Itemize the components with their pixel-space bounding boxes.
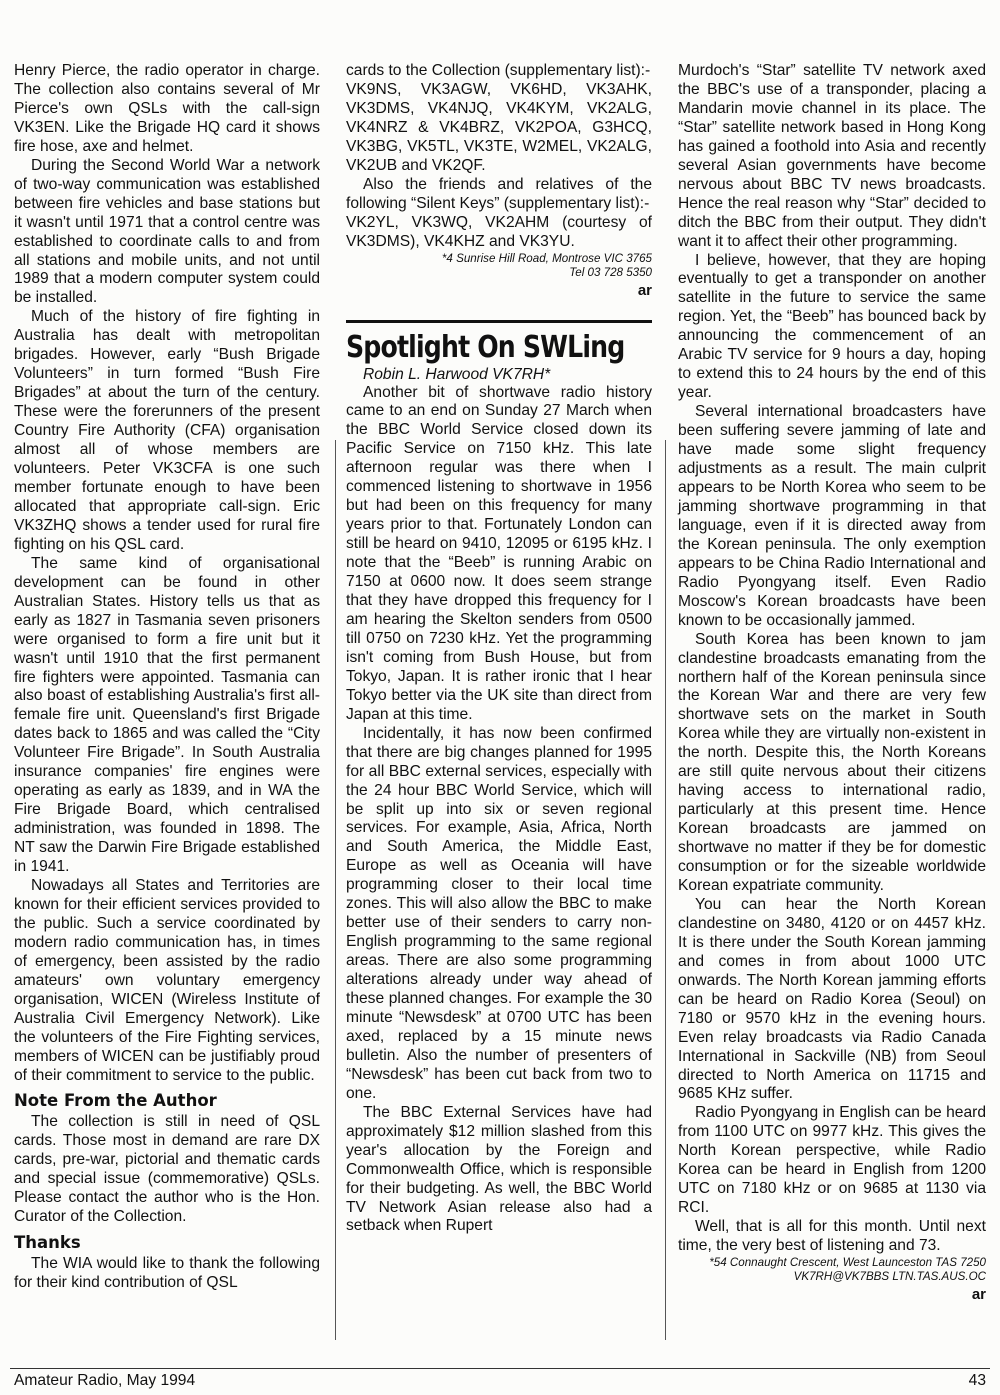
author-phone: Tel 03 728 5350	[569, 265, 652, 279]
body-paragraph: You can hear the North Korean clandestine on 3480, 4120 or on 4457 kHz. It is there under the South Korean jamming and comes in from about 1000 UTC onwards. The North Korean jamming efforts can be heard on Radio Korea (Seoul) on 7180 or 9570 kHz in the evening hours. Even relay broadcasts via Radio Canada International in Sackville (NB) from Seoul directed to North America on 11715 and 9685 KHz suffer.	[678, 895, 986, 1103]
body-paragraph: Well, that is all for this month. Until next time, the very best of listening and 73.	[678, 1218, 986, 1255]
column-divider	[335, 440, 336, 1340]
footer-page-number: 43	[968, 1372, 986, 1389]
column-divider	[665, 440, 666, 1340]
body-paragraph: Much of the history of fire fighting in Australia has dealt with metropolitan brigades. However, early “Bush Brigade Volunteers” in turn formed “Bush Fire Brigades” at about the turn of the century. These were the forerunners of the present Country Fire Authority (CFA) organisation almost all of whose members are volunteers. Peter VK3CFA is one such member fortunate enough to have been allocated that appropriate call-sign. Eric VK3ZHQ shows a tender used for rural fire fighting on his QSL card.	[14, 308, 320, 553]
body-paragraph: Murdoch's “Star” satellite TV network axed the BBC's use of a transponder, placing a Mandarin movie channel in its place. The “Star” satellite network based in Hong Kong has gained a foothold into Asia and recently several Asian governments have become nervous about BBC TV news broadcasts. Hence the real reason why “Star” decided to ditch the BBC from their output. They didn't want it to affect their other programming.	[678, 62, 986, 250]
body-paragraph: Henry Pierce, the radio operator in charge. The collection also contains several of Mr Pierce's own QSLs with the call-sign VK3EN. Like the Brigade HQ card it shows fire hose, axe and helmet.	[14, 62, 320, 155]
author-address: *4 Sunrise Hill Road, Montrose VIC 3765	[441, 251, 652, 265]
body-paragraph: During the Second World War a network of two-way communication was established between fire vehicles and base stations but it wasn't until 1971 that a control centre was established to coordinate calls to and from all stations and mobile units, and not until 1989 that a modern computer system could be installed.	[14, 156, 320, 307]
body-paragraph: The BBC External Services have had approximately $12 million slashed from this year's allocation by the Foreign and Commonwealth Office, which is responsible for their budgeting. As well, the BBC World TV Network Asian release also had a setback when Rupert	[346, 1103, 652, 1235]
thanks-continued: cards to the Collection (supplementary list):-	[346, 62, 651, 79]
silent-keys-intro: Also the friends and relatives of the following “Silent Keys” (supplementary list):-	[346, 175, 652, 212]
body-paragraph: South Korea has been known to jam clandestine broadcasts emanating from the northern half of the Korean peninsula since the Korean War and there are very few shortwave sets on the market in South Korea while they are virtually non-existent in the north. Despite this, the North Koreans are still quite nervous about their citizens having access to international radio, particularly at this present time. Hence Korean broadcasts are jammed on shortwave no matter if they be for domestic consumption or for the sizeable worldwide Korean expatriate community.	[678, 630, 986, 894]
body-paragraph: I believe, however, that they are hoping eventually to get a transponder on another satellite in the future to service the same region. Yet, the “Beeb” has bounced back by announcing the commencement of an Arabic TV service for 9 hours a day, hoping to extend this to 24 hours by the end of this year.	[678, 251, 986, 402]
article-byline: Robin L. Harwood VK7RH*	[363, 365, 551, 383]
article-separator-rule	[346, 320, 652, 323]
body-paragraph: Radio Pyongyang in English can be heard from 1100 UTC on 9977 kHz. This gives the North Korean perspective, while Radio Korea can be heard in English from 1200 UTC on 7180 kHz or on 9685 at 1130 via RCI.	[678, 1104, 986, 1217]
author-address: *54 Connaught Crescent, West Launceston TAS 7250	[709, 1256, 986, 1270]
footer-rule	[10, 1368, 990, 1369]
note-heading: Note From the Author	[14, 1091, 217, 1111]
callsign-list: VK9NS, VK3AGW, VK6HD, VK3AHK, VK3DMS, VK4NJQ, VK4KYM, VK2ALG, VK4NRZ & VK4BRZ, VK2POA, G3HCQ, VK3BG, VK5TL, VK3TE, W2MEL, VK2ALG, VK2UB and VK2QF.	[346, 80, 652, 174]
note-paragraph: The collection is still in need of QSL cards. Those most in demand are rare DX cards, pre-war, pictorial and thematic cards and special issue (commemorative) QSLs. Please contact the author who is the Hon. Curator of the Collection.	[14, 1113, 320, 1226]
body-paragraph: The same kind of organisational development can be found in other Australian States. History tells us that as early as 1827 in Tasmania seven prisoners were organised to form a fire unit but it wasn't until 1910 that the first permanent fire fighters were appointed. Tasmania can also boast of establishing Australia's first all-female fire unit. Queensland's first Brigade dates back to 1865 and was called the “City Volunteer Fire Brigade”. In South Australia insurance companies' fire engines were operating as early as 1839, and in WA the Fire Brigade Board, which centralised administration, was founded in 1898. The NT saw the Darwin Fire Brigade established in 1941.	[14, 554, 320, 876]
thanks-paragraph: The WIA would like to thank the following for their kind contribution of QSL	[14, 1255, 320, 1292]
article-title: Spotlight On SWLing	[346, 329, 625, 365]
body-paragraph: Incidentally, it has now been confirmed that there are big changes planned for 1995 for all BBC external services, especially with the 24 hour BBC World Service, which will be split up into six or seven regional services. For example, Asia, Africa, North and South America, the Middle East, Europe as well as Oceania will have programming closer to their local time zones. This will also allow the BBC to make better use of their senders to carry non-English programming to the same regional areas. There are also some programming alterations already under way ahead of these planned changes. For example the 30 minute “Newsdesk” at 0700 UTC has been axed, replaced by a 15 minute news bulletin. Also the number of presenters of “Newsdesk” has been cut back from two to one.	[346, 724, 652, 1102]
article-end-mark: ar	[971, 1286, 986, 1304]
body-paragraph: Another bit of shortwave radio history came to an end on Sunday 27 March when the BBC World Service closed down its Pacific Service on 7150 kHz. This late afternoon regular was there when I commenced listening to shortwave in 1956 but had been on this frequency for many years prior to that. Fortunately London can still be heard on 9410, 12095 or 6195 kHz. I note that the “Beeb” is running Arabic on 7150 at 0600 now. It does seem strange that they have dropped this frequency for I am hearing the Skelton senders from 0500 till 0750 on 7230 kHz. Yet the programming isn't coming from Bush House, but from Tokyo, Japan. It is rather ironic that I hear Tokyo better via the UK site than direct from Japan at this time.	[346, 383, 652, 723]
column-left	[14, 62, 320, 1293]
author-email: VK7RH@VK7BBS LTN.TAS.AUS.OC	[793, 1270, 986, 1284]
silent-keys-list: VK2YL, VK3WQ, VK2AHM (courtesy of VK3DMS), VK4KHZ and VK3YU.	[346, 213, 652, 250]
article-end-mark: ar	[637, 281, 652, 299]
thanks-heading: Thanks	[14, 1233, 81, 1253]
body-paragraph: Nowadays all States and Territories are known for their efficient services provided to the public. Such a service coordinated by modern radio communication has, in times of emergency, been assisted by the radio amateurs' own voluntary emergency organisation, WICEN (Wireless Institute of Australia Civil Emergency Network). Like the volunteers of the Fire Fighting services, members of WICEN can be justifiably proud of their commitment to service to the public.	[14, 876, 320, 1084]
column-middle	[346, 62, 652, 1236]
body-paragraph: Several international broadcasters have been suffering severe jamming of late and have made some slight frequency adjustments as a result. The main culprit appears to be North Korea who seem to be jamming shortwave programming in that language, even if it is directed away from the Korean peninsula. The only exemption appears to be China Radio International and Radio Pyongyang itself. Even Radio Moscow's Korean broadcasts have been known to be occasionally jammed.	[678, 403, 986, 629]
footer-publication: Amateur Radio, May 1994	[14, 1372, 196, 1389]
column-right	[678, 62, 986, 1304]
